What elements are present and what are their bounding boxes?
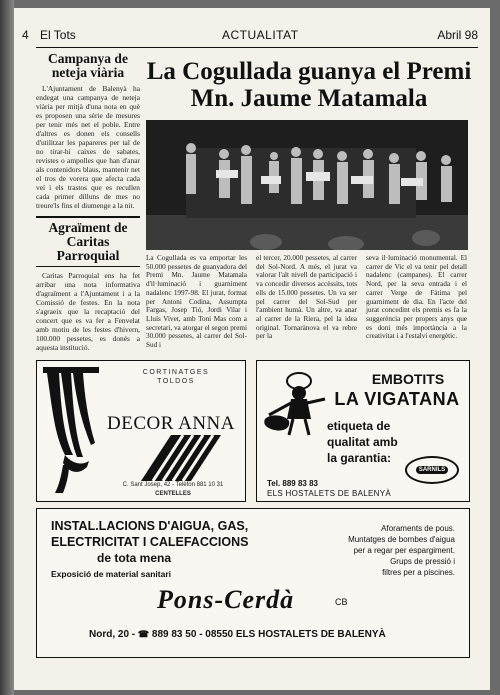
vigatana-line-2: LA VIGATANA — [334, 389, 460, 409]
pons-address: Nord, 20 - — [89, 629, 136, 640]
header-rule — [36, 47, 478, 48]
section-name: ACTUALITAT — [222, 28, 299, 42]
ad-la-vigatana — [256, 360, 470, 502]
awning-icon — [141, 435, 221, 481]
decor-tagline-1: CORTINATGES — [142, 369, 210, 376]
pons-service-3: per a regar per espargiment. — [353, 546, 455, 555]
pons-service-2: Muntatges de bombes d'aigua — [348, 535, 455, 544]
magazine-name: El Tots — [40, 28, 76, 42]
pons-service-1: Aforaments de pous. — [381, 524, 455, 533]
article-column-1: La Cogullada es va emportar les 50.000 pessetes de guanyadora del Premi Mn. Jaume Matamala d'il·luminació i guarniment nadalenc 1997-98. El jurat, format per Antoni Codina, Assumpta Fargas, Josep Tió, Jordi Vilar i Lluís Vivet, amb Toni Mas com a secretari, va atorgar el segon premi 30.000 pessetes, al carrer del Sol-Sud i — [146, 254, 247, 350]
sidebar-column — [36, 52, 140, 352]
pons-line-1: INSTAL.LACIONS D'AIGUA, GAS, — [51, 519, 249, 533]
issue-date: Abril 98 — [437, 28, 478, 42]
vigatana-phone: Tel. 889 83 83 — [267, 479, 318, 488]
decor-tagline-2: TOLDOS — [157, 378, 195, 385]
pons-line-2: ELECTRICITAT I CALEFACCIONS — [51, 535, 249, 549]
pons-line-4: Exposició de material sanitari — [51, 569, 171, 579]
curtain-icon — [43, 365, 99, 495]
pons-cerda-suffix: CB — [335, 597, 348, 607]
pons-contact-line — [89, 629, 386, 640]
vigatana-town: ELS HOSTALETS DE BALENYÀ — [267, 489, 391, 498]
sidebar-story2-text: Caritas Parroquial ens ha fet arribar una nota informativa d'agraïment a l'Ajuntament i a la Comissió de festes. En la nota s'agraeix que la recaptació del concert que es va fer a Fenvelat amb motiu de les festes d'hivern, 100.000 pessetes, es donés a aquesta institució. — [36, 271, 140, 352]
article-title: La Cogullada guanya el Premi Mn. Jaume Matamala — [146, 58, 472, 112]
page-header — [22, 28, 478, 46]
vigatana-slogan-3: la garantia: — [327, 451, 392, 465]
article-photo — [146, 120, 468, 250]
sidebar-story2-title: Agraïment de Caritas Parroquial — [48, 220, 128, 263]
telephone-icon: ☎ — [137, 629, 150, 639]
group-photo-image — [146, 120, 468, 250]
article-body — [146, 254, 468, 354]
pons-service-4: Grups de pressió i — [390, 557, 455, 566]
pons-line-3: de tota mena — [97, 551, 172, 565]
sidebar-story1-title: Campanya de neteja viària — [48, 51, 128, 80]
vigatana-slogan-1: etiqueta de — [327, 419, 391, 433]
sidebar-story1-text: L'Ajuntament de Balenyà ha endegat una campanya de neteja viària per mitjà d'una nota en què es proposen una sèrie de mesures per tenir més net el poble. Entre d'altres es donen els consells d'utilitzar les papareres per tal de no tirar-hi caixes de sabates, revistes o ampolles que han d'anar als contenidors blaus, mantenir net el tros de vorera que afecta cada veí i els trastos que es recullen cada primer dilluns de mes no treure'ls fins el diumenge a la nit. — [36, 84, 140, 210]
pons-services — [285, 523, 455, 578]
decor-address: C. Sant Josep, 42 - Telèfon 881 10 31 — [122, 482, 224, 488]
vigatana-slogan-2: qualitat amb — [327, 435, 398, 449]
decor-town: CENTELLES — [155, 491, 191, 497]
ad-pons-cerda — [36, 508, 470, 658]
pons-phone: 889 83 50 — [151, 629, 197, 640]
pons-cerda-logo: Pons-Cerdà — [157, 585, 295, 614]
article-column-2: el tercer, 20.000 pessetes, al carrer del Sol-Nord. A més, el jurat va valorar l'alt nivell de participació i va concedir diversos accèssits, tots ells de 15.000 pessetes. Un va ser pel carrer del Sol-Sud per l'ambient humà. Un altre, va anar al carrer de la Riera, pel la idea original. Tornarànova el va rebre per la — [256, 254, 357, 341]
sarnils-badge — [405, 456, 459, 484]
decor-name: DECOR ANNA — [107, 413, 235, 434]
article-column-3: seva il·luminació monumental. El carrer de Vic el va tenir pel detall nadalenc (campanes). El carrer Nord, per la seva entrada i el carrer Verge de Fàtima pel guarniment de dia. En l'acte del jurat concedint els premis es fa la suggerència per propers anys que es doni més importància a la creativitat i a l'estalvi energètic. — [366, 254, 467, 341]
sarnils-badge-text: SARNILS — [416, 466, 448, 474]
pons-service-5: filtres per a piscines. — [382, 568, 455, 577]
ad-decor-anna — [36, 360, 246, 502]
vigatana-line-1: EMBOTITS — [371, 371, 445, 387]
sidebar-story2-box — [36, 216, 140, 267]
binding-edge — [0, 0, 14, 695]
page-number: 4 — [22, 28, 29, 42]
pons-town: - 08550 ELS HOSTALETS DE BALENYÀ — [199, 629, 386, 640]
pig-chef-icon — [261, 369, 335, 439]
